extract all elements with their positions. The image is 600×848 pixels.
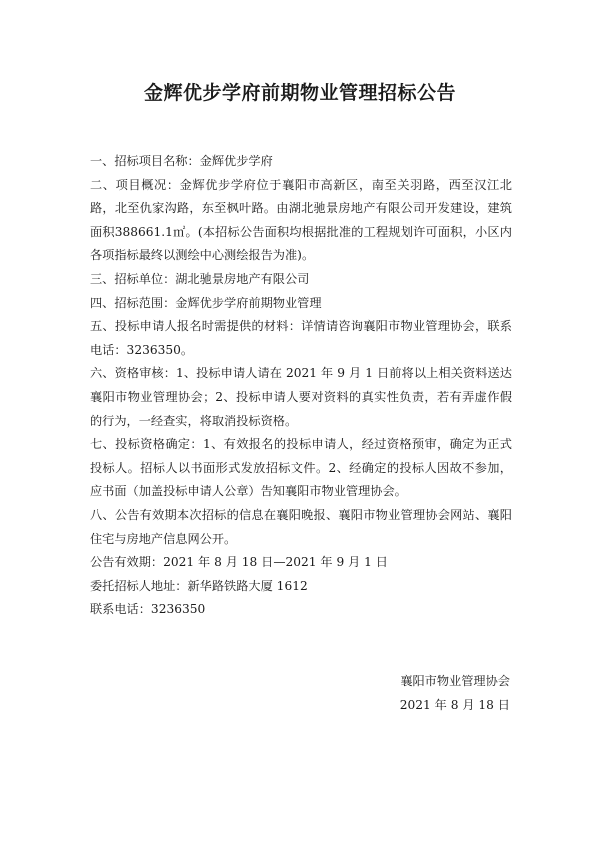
signature-organization: 襄阳市物业管理协会 xyxy=(400,674,510,688)
item-project-name: 一、招标项目名称：金辉优步学府 xyxy=(90,154,273,168)
item-required-materials: 五、投标申请人报名时需提供的材料：详情请咨询襄阳市物业管理协会，联系电话：3236350。 xyxy=(90,319,512,357)
item-tender-scope: 四、招标范围：金辉优步学府前期物业管理 xyxy=(90,295,322,310)
signature-block xyxy=(400,670,510,717)
item-publication: 八、公告有效期本次招标的信息在襄阳晚报、襄阳市物业管理协会网站、襄阳住宅与房地产信息网公开。 xyxy=(90,507,512,546)
item-tendering-unit: 三、招标单位：湖北驰景房地产有限公司 xyxy=(90,271,310,286)
agent-address: 委托招标人地址：新华路铁路大厦 1612 xyxy=(90,578,308,593)
page-title: 金辉优步学府前期物业管理招标公告 xyxy=(143,82,456,104)
validity-period: 公告有效期：2021 年 8 月 18 日—2021 年 9 月 1 日 xyxy=(90,555,388,570)
item-project-overview: 二、项目概况：金辉优步学府位于襄阳市高新区，南至关羽路，西至汉江北路，北至仇家沟路，东至枫叶路。由湖北驰景房地产有限公司开发建设，建筑面积388661.1㎡。(本招标公告面积均根据批准的工程规划许可面积，小区内各项指标最终以测绘中心测绘报告为准)。 xyxy=(90,177,512,263)
announcement-body xyxy=(90,150,512,622)
contact-phone: 联系电话：3236350 xyxy=(90,602,206,617)
item-bidder-determination: 七、投标资格确定：1、有效报名的投标申请人，经过资格预审，确定为正式投标人。招标人以书面形式发放招标文件。2、经确定的投标人因故不参加，应书面（加盖投标申请人公章）告知襄阳市物业管理协会。 xyxy=(90,437,512,499)
signature-date: 2021 年 8 月 18 日 xyxy=(399,697,510,712)
item-qualification-review: 六、资格审核：1、投标申请人请在 2021 年 9 月 1 日前将以上相关资料送达襄阳市物业管理协会；2、投标申请人要对资料的真实性负责，若有弄虚作假的行为，一经查实，将取消投标资格。 xyxy=(90,366,512,428)
